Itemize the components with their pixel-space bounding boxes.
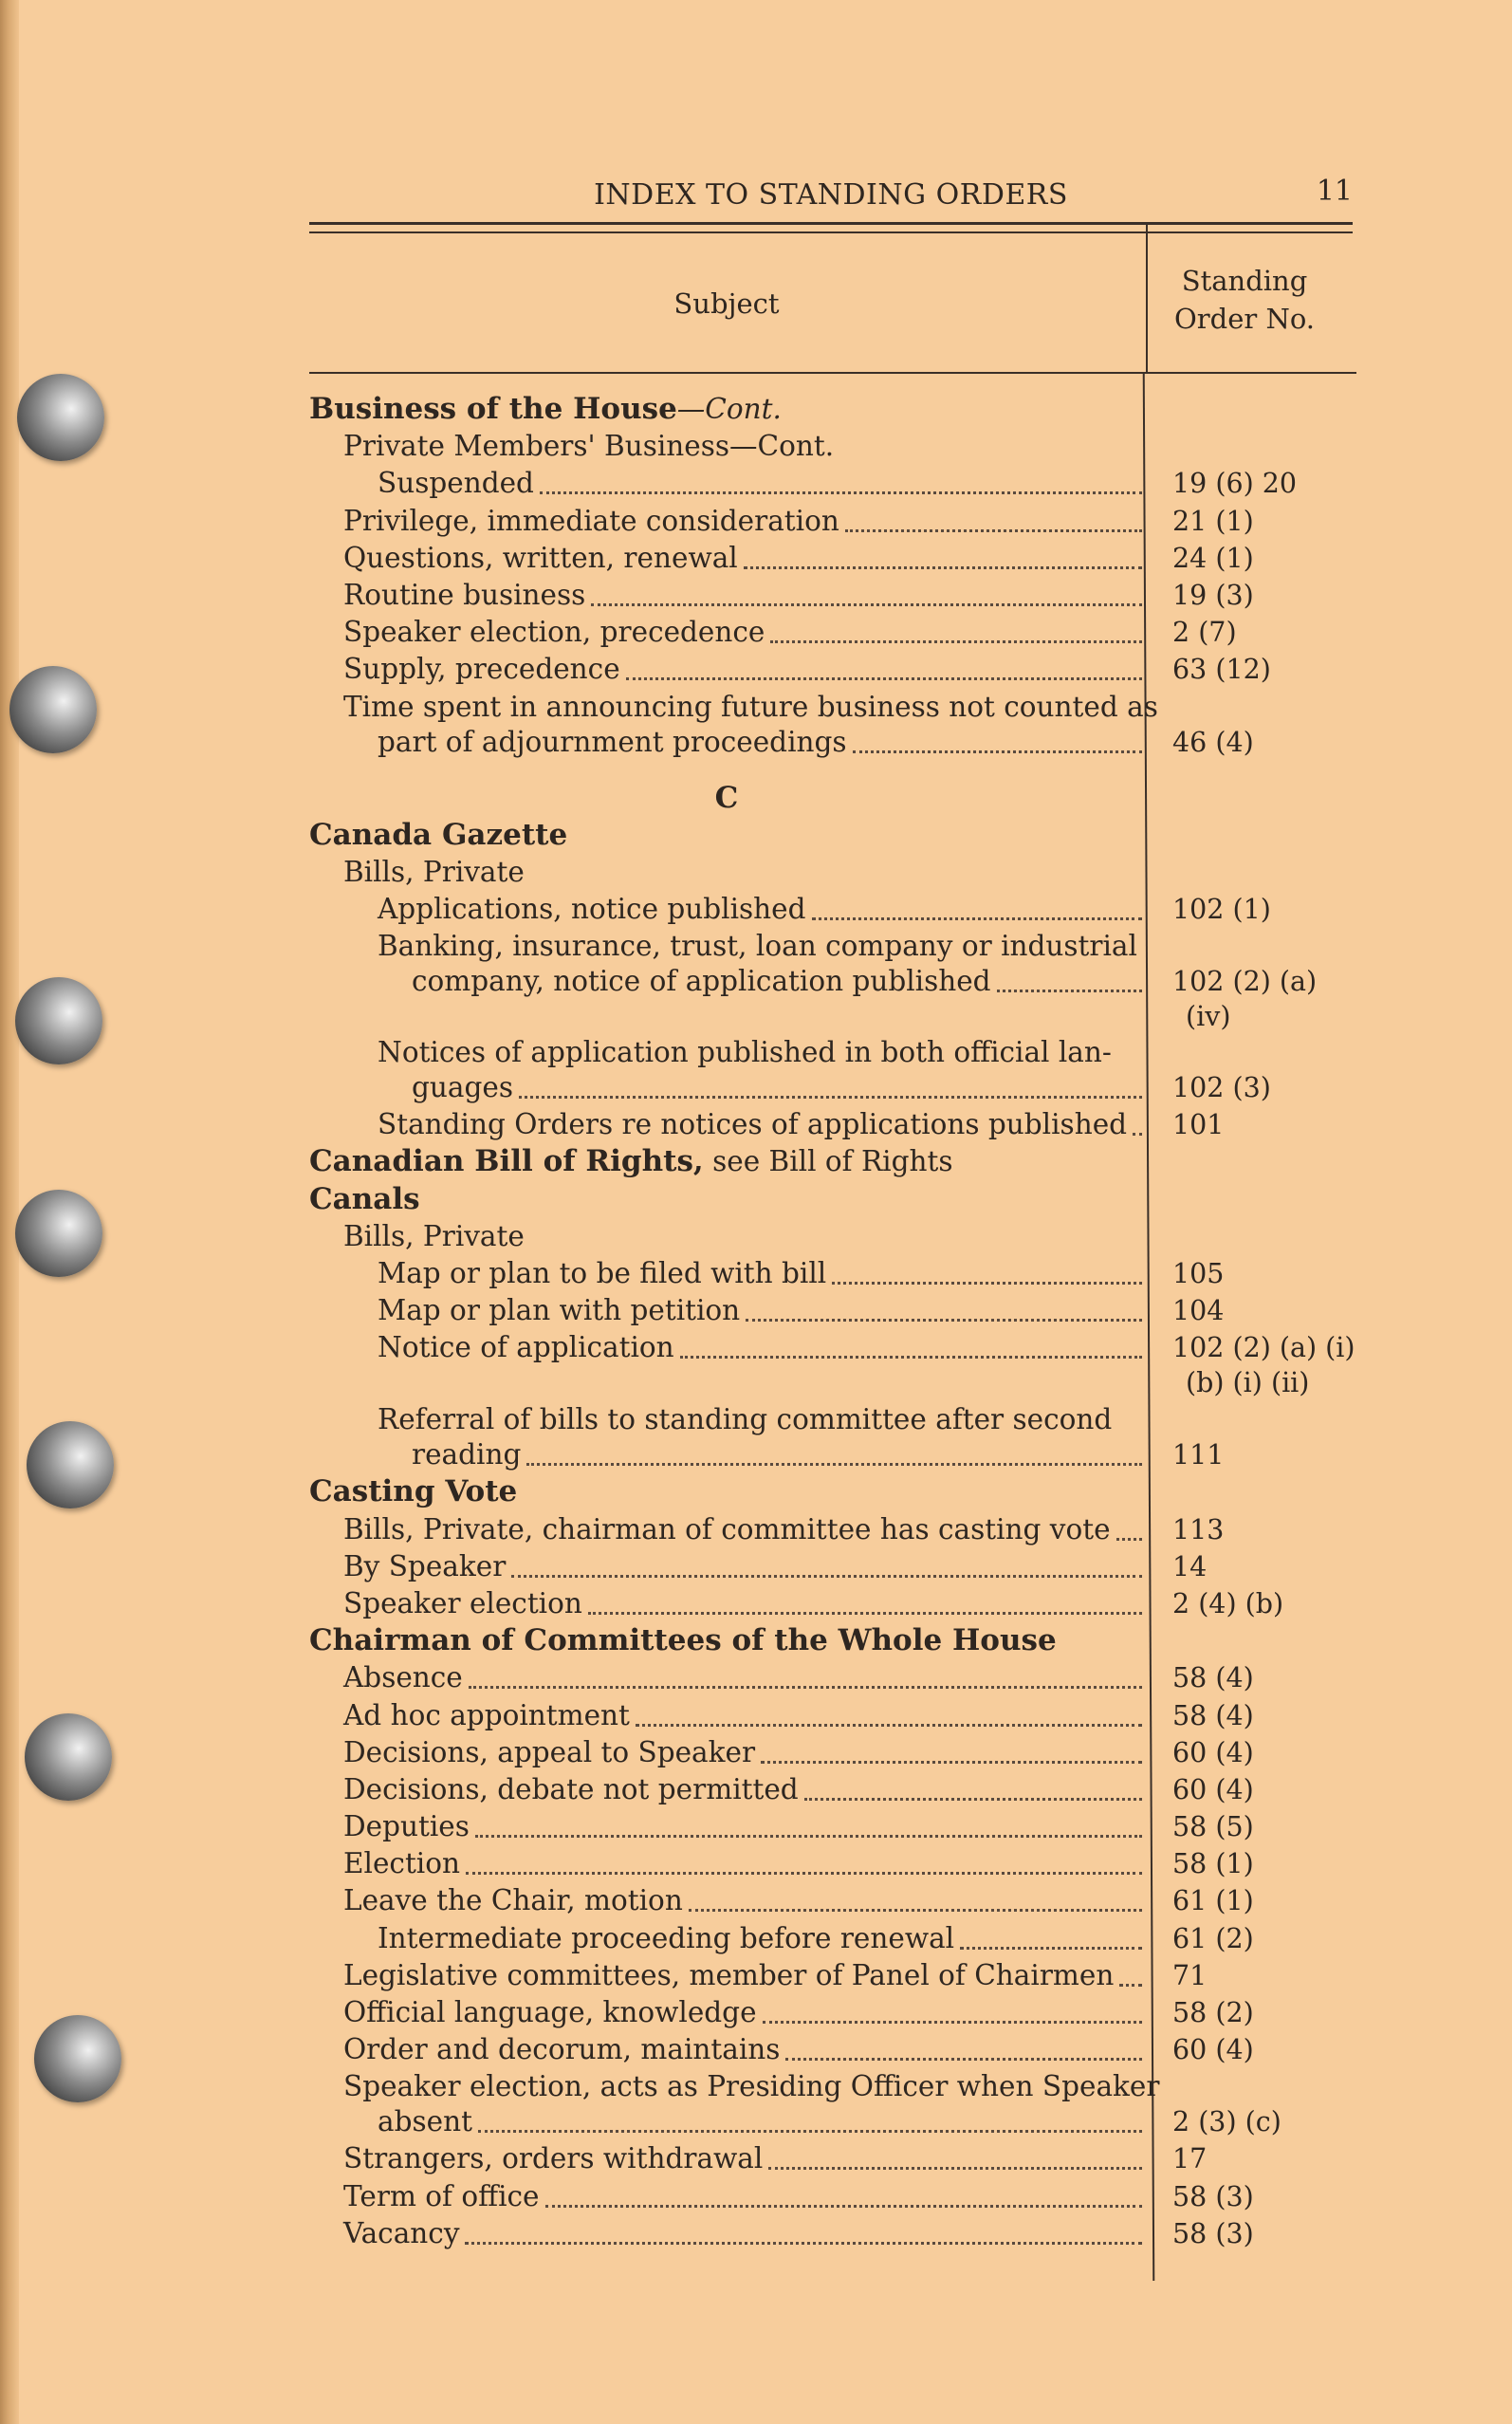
- entry-text: Decisions, debate not permitted: [343, 1772, 799, 1805]
- index-heading: [309, 1181, 1400, 1218]
- binder-hole: [9, 666, 97, 753]
- entry-text: Supply, precedence: [343, 653, 620, 686]
- standing-order-number: 17: [1172, 2143, 1208, 2175]
- index-entry: [309, 1329, 1400, 1401]
- index-entry: [309, 540, 1400, 577]
- entry-text-continued: guages: [412, 1071, 513, 1104]
- entry-text: Official language, knowledge: [343, 1996, 757, 2028]
- header-title: INDEX TO STANDING ORDERS: [594, 178, 1068, 212]
- index-entry: [309, 2178, 1400, 2215]
- standing-order-number: 14: [1172, 1550, 1208, 1582]
- binder-hole: [34, 2015, 121, 2102]
- standing-order-number: 105: [1172, 1258, 1225, 1289]
- dot-leader: [997, 990, 1142, 992]
- index-entry: [309, 1845, 1400, 1882]
- entry-text: Vacancy: [343, 2216, 460, 2249]
- standing-order-number: 58 (5): [1172, 1811, 1254, 1843]
- index-entry: [309, 577, 1400, 614]
- dot-leader: [804, 1798, 1142, 1801]
- standing-order-number: 60 (4): [1172, 1773, 1254, 1805]
- index-entry: [309, 1218, 1400, 1255]
- dot-leader: [636, 1724, 1142, 1727]
- entry-text-continued: absent: [378, 2105, 472, 2138]
- standing-order-number: 61 (1): [1172, 1885, 1254, 1917]
- dot-leader: [832, 1282, 1142, 1285]
- dot-leader: [469, 1686, 1142, 1689]
- standing-order-number: 60 (4): [1172, 2034, 1254, 2066]
- entry-text: Questions, written, renewal: [343, 541, 738, 574]
- entry-text: Election: [343, 1847, 460, 1880]
- standing-order-number: 46 (4): [1172, 726, 1254, 758]
- standing-order-number-continued: (b) (i) (ii): [1186, 1367, 1310, 1399]
- standing-order-number: 60 (4): [1172, 1736, 1254, 1768]
- dot-leader: [1119, 1984, 1142, 1987]
- standing-order-number: 19 (6) 20: [1172, 468, 1298, 500]
- entry-text: Bills, Private: [343, 855, 525, 888]
- dot-leader: [746, 1319, 1142, 1322]
- section-letter: [309, 780, 1400, 817]
- header-rule-bottom: [309, 231, 1353, 233]
- standing-order-number: 58 (4): [1172, 1699, 1254, 1731]
- index-entry: [309, 1920, 1400, 1957]
- index-entry: [309, 614, 1400, 651]
- dot-leader: [960, 1947, 1142, 1950]
- dot-leader: [519, 1096, 1142, 1099]
- entry-text: Speaker election, precedence: [343, 616, 765, 649]
- dot-leader: [511, 1575, 1142, 1578]
- entry-text-continued: reading: [412, 1438, 522, 1471]
- entry-text-continued: part of adjournment proceedings: [378, 725, 847, 758]
- dot-leader: [626, 677, 1142, 680]
- standing-order-number: 63 (12): [1172, 654, 1271, 686]
- index-entry: [309, 651, 1400, 688]
- entry-text: Legislative committees, member of Panel of Chairmen: [343, 1958, 1115, 1991]
- page-number: 11: [1316, 175, 1353, 208]
- standing-order-number: 24 (1): [1172, 542, 1254, 574]
- standing-order-number: 19 (3): [1172, 579, 1254, 611]
- binder-hole: [15, 1190, 102, 1277]
- column-header-order-line1: Standing: [1181, 265, 1308, 297]
- dot-leader: [761, 1761, 1142, 1764]
- entry-text: Speaker election: [343, 1586, 582, 1619]
- standing-order-number: 102 (1): [1172, 894, 1271, 926]
- index-entry: [309, 2215, 1400, 2252]
- entry-text: Time spent in announcing future business not counted as: [343, 690, 1158, 723]
- standing-order-number-continued: (iv): [1186, 1001, 1231, 1033]
- entry-text: Banking, insurance, trust, loan company or industrial: [378, 930, 1137, 963]
- index-heading: [309, 391, 1400, 428]
- heading-text: Casting Vote: [309, 1474, 518, 1509]
- heading-text: Canadian Bill of Rights, see Bill of Rights: [309, 1144, 953, 1179]
- column-header-subject: Subject: [673, 287, 780, 320]
- dot-leader: [545, 2205, 1142, 2208]
- entry-text: Applications, notice published: [378, 893, 806, 926]
- binder-hole: [15, 977, 102, 1064]
- index-entry: [309, 1585, 1400, 1622]
- index-entries: [309, 391, 1400, 2252]
- index-entry: [309, 1659, 1400, 1696]
- index-entry: [309, 1548, 1400, 1585]
- dot-leader: [478, 2130, 1142, 2133]
- index-entry: [309, 465, 1400, 502]
- index-entry: [309, 891, 1400, 928]
- standing-order-number: 102 (2) (a): [1172, 966, 1318, 998]
- standing-order-number: 58 (2): [1172, 1997, 1254, 2028]
- index-entry: [309, 1771, 1400, 1808]
- index-heading: [309, 1473, 1400, 1510]
- entry-text: Intermediate proceeding before renewal: [378, 1921, 955, 1954]
- standing-order-number: 2 (7): [1172, 617, 1237, 649]
- column-divider-header: [1146, 224, 1148, 372]
- heading-text: Canada Gazette: [309, 817, 568, 852]
- dot-leader: [763, 2021, 1142, 2024]
- index-entry: [309, 1401, 1400, 1473]
- entry-text: By Speaker: [343, 1549, 507, 1582]
- dot-leader: [845, 529, 1142, 532]
- index-entry: [309, 1697, 1400, 1734]
- standing-order-number: 102 (3): [1172, 1072, 1271, 1104]
- index-entry: [309, 1882, 1400, 1919]
- entry-text: Bills, Private, chairman of committee has casting vote: [343, 1512, 1111, 1545]
- dot-leader: [680, 1356, 1142, 1359]
- standing-order-number: 58 (3): [1172, 2180, 1254, 2212]
- index-entry: [309, 1255, 1400, 1292]
- entry-text: Referral of bills to standing committee after second: [378, 1403, 1113, 1436]
- entry-text: Decisions, appeal to Speaker: [343, 1735, 756, 1768]
- standing-order-number: 113: [1172, 1513, 1225, 1545]
- dot-leader: [768, 2167, 1142, 2170]
- dot-leader: [1116, 1538, 1142, 1541]
- entry-text: Notices of application published in both official lan-: [378, 1036, 1112, 1069]
- entry-text: Deputies: [343, 1810, 470, 1843]
- dot-leader: [812, 917, 1142, 920]
- entry-text: Leave the Chair, motion: [343, 1884, 683, 1917]
- index-entry: [309, 503, 1400, 540]
- standing-order-number: 2 (3) (c): [1172, 2106, 1282, 2138]
- index-entry: [309, 1734, 1400, 1771]
- entry-text: Map or plan to be filed with bill: [378, 1257, 827, 1289]
- dot-leader: [540, 491, 1142, 494]
- standing-order-number: 101: [1172, 1109, 1225, 1141]
- index-heading: [309, 1143, 1400, 1180]
- page-header: [309, 175, 1353, 213]
- dot-leader: [785, 2058, 1142, 2061]
- index-heading: [309, 1622, 1400, 1659]
- entry-text: Map or plan with petition: [378, 1294, 741, 1327]
- entry-text-continued: company, notice of application published: [412, 965, 991, 998]
- index-entry: [309, 1808, 1400, 1845]
- dot-leader: [853, 750, 1142, 753]
- index-entry: [309, 2068, 1400, 2140]
- dot-leader: [1133, 1133, 1142, 1136]
- dot-leader: [526, 1463, 1142, 1466]
- standing-order-number: 102 (2) (a) (i): [1172, 1332, 1355, 1364]
- entry-text: Order and decorum, maintains: [343, 2033, 781, 2066]
- entry-text: Speaker election, acts as Presiding Officer when Speaker: [343, 2070, 1160, 2103]
- dot-leader: [588, 1612, 1142, 1615]
- section-letter-text: C: [714, 780, 739, 815]
- standing-order-number: 21 (1): [1172, 505, 1254, 537]
- index-entry: [309, 928, 1400, 1034]
- standing-order-number: 58 (4): [1172, 1662, 1254, 1694]
- index-entry: [309, 2031, 1400, 2068]
- binder-hole: [17, 374, 104, 461]
- index-entry: [309, 1106, 1400, 1143]
- standing-order-number: 58 (3): [1172, 2217, 1254, 2249]
- binder-hole: [25, 1713, 112, 1801]
- entry-text: Privilege, immediate consideration: [343, 504, 839, 537]
- entry-text: Notice of application: [378, 1331, 674, 1364]
- column-header-order-line2: Order No.: [1174, 303, 1315, 335]
- index-entry: [309, 1292, 1400, 1329]
- entry-text: Routine business: [343, 578, 586, 611]
- column-header-rule: [309, 372, 1356, 374]
- binding-edge: [0, 0, 19, 2424]
- entry-text: Ad hoc appointment: [343, 1698, 630, 1731]
- index-entry: [309, 428, 1400, 465]
- heading-text: Chairman of Committees of the Whole House: [309, 1623, 1057, 1658]
- index-entry: [309, 689, 1400, 761]
- entry-text: Strangers, orders withdrawal: [343, 2142, 764, 2175]
- heading-text: Canals: [309, 1181, 420, 1216]
- standing-order-number: 58 (1): [1172, 1848, 1254, 1880]
- index-entry: [309, 2140, 1400, 2177]
- entry-text: Standing Orders re notices of applications published: [378, 1108, 1128, 1141]
- dot-leader: [591, 603, 1142, 606]
- standing-order-number: 104: [1172, 1295, 1225, 1327]
- index-entry: [309, 1511, 1400, 1548]
- dot-leader: [475, 1835, 1142, 1838]
- standing-order-number: 2 (4) (b): [1172, 1587, 1284, 1619]
- header-rule-top: [309, 222, 1353, 225]
- entry-text: Term of office: [343, 2179, 540, 2212]
- index-entry: [309, 1994, 1400, 2031]
- standing-order-number: 71: [1172, 1959, 1208, 1991]
- index-entry: [309, 854, 1400, 891]
- standing-order-number: 111: [1172, 1439, 1225, 1471]
- dot-leader: [770, 640, 1142, 643]
- dot-leader: [689, 1909, 1142, 1912]
- standing-order-number: 61 (2): [1172, 1922, 1254, 1954]
- heading-text: Business of the House—Cont.: [309, 392, 782, 426]
- binder-hole: [27, 1421, 114, 1508]
- entry-text: Bills, Private: [343, 1219, 525, 1252]
- index-heading: [309, 817, 1400, 854]
- entry-text: Suspended: [378, 467, 534, 500]
- index-entry: [309, 1957, 1400, 1994]
- dot-leader: [744, 566, 1142, 569]
- dot-leader: [466, 1872, 1142, 1875]
- index-entry: [309, 1034, 1400, 1106]
- entry-text: Private Members' Business—Cont.: [343, 430, 835, 463]
- entry-text: Absence: [343, 1661, 463, 1694]
- dot-leader: [465, 2242, 1142, 2245]
